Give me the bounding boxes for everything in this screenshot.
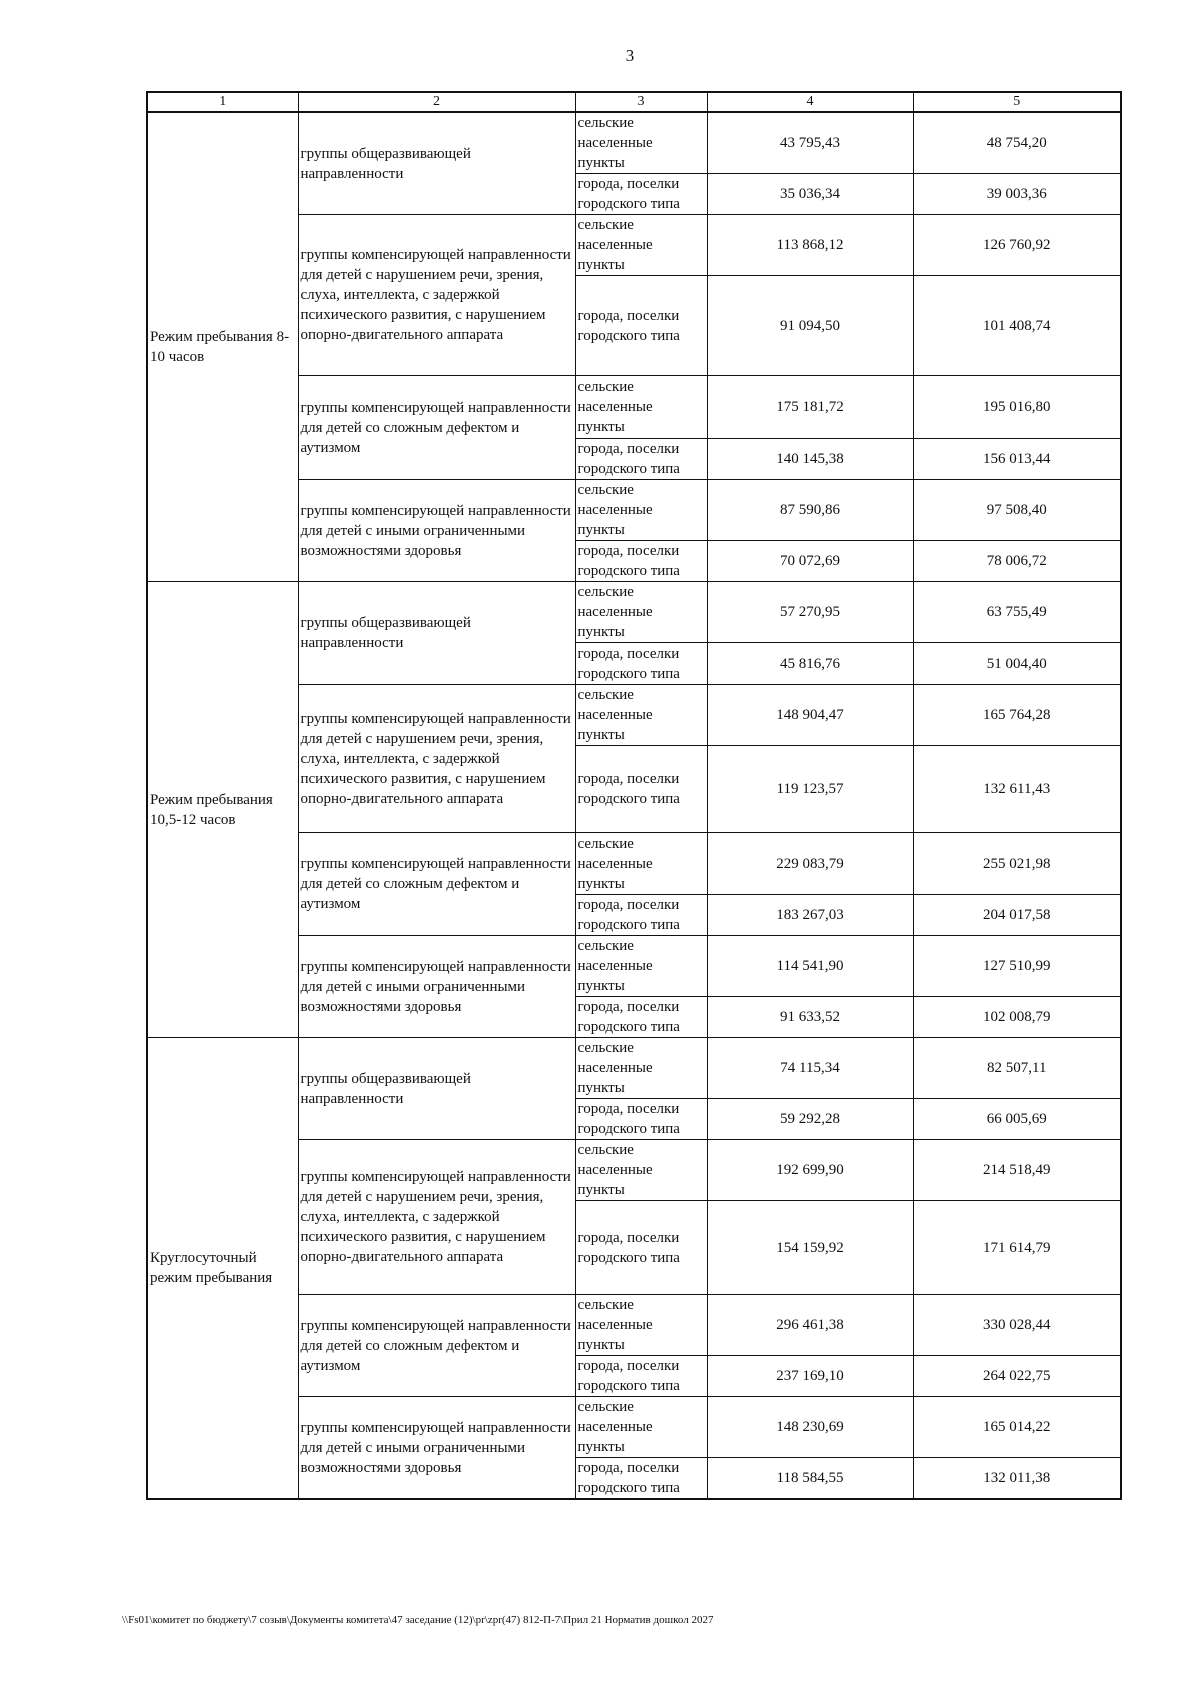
value-col5-cell: 82 507,11 xyxy=(913,1038,1121,1099)
value-col4-cell: 70 072,69 xyxy=(707,541,913,582)
value-col5-cell: 48 754,20 xyxy=(913,112,1121,174)
urban-settlement-cell: города, поселки городского типа xyxy=(575,1201,707,1295)
value-col5-cell: 78 006,72 xyxy=(913,541,1121,582)
value-col5-cell: 97 508,40 xyxy=(913,480,1121,541)
value-col5-cell: 51 004,40 xyxy=(913,643,1121,685)
value-col5-cell: 171 614,79 xyxy=(913,1201,1121,1295)
group-type-cell: группы компенсирующей направленности для детей с нарушением речи, зрения, слуха, интеллекта, с задержкой психического развития, с нарушением опорно-двигательного аппарата xyxy=(298,215,575,376)
value-col4-cell: 229 083,79 xyxy=(707,833,913,895)
rural-settlement-cell: сельские населенные пункты xyxy=(575,1038,707,1099)
urban-settlement-cell: города, поселки городского типа xyxy=(575,1458,707,1500)
group-type-cell: группы общеразвивающей направленности xyxy=(298,112,575,215)
table-row xyxy=(147,112,1121,174)
group-type-cell: группы компенсирующей направленности для детей с нарушением речи, зрения, слуха, интеллекта, с задержкой психического развития, с нарушением опорно-двигательного аппарата xyxy=(298,1140,575,1295)
value-col5-cell: 126 760,92 xyxy=(913,215,1121,276)
column-header: 4 xyxy=(707,92,913,112)
column-header: 1 xyxy=(147,92,298,112)
value-col5-cell: 102 008,79 xyxy=(913,997,1121,1038)
column-header: 2 xyxy=(298,92,575,112)
column-header: 3 xyxy=(575,92,707,112)
value-col4-cell: 183 267,03 xyxy=(707,895,913,936)
value-col5-cell: 132 611,43 xyxy=(913,746,1121,833)
table-row xyxy=(147,582,1121,643)
value-col4-cell: 296 461,38 xyxy=(707,1295,913,1356)
file-path-footer: \\Fs01\комитет по бюджету\7 созыв\Документы комитета\47 заседание (12)\pr\zpr(47) 812-П-7\Прил 21 Норматив дошкол 2027 xyxy=(122,1614,714,1626)
table-row xyxy=(147,1038,1121,1099)
value-col4-cell: 91 633,52 xyxy=(707,997,913,1038)
column-header: 5 xyxy=(913,92,1121,112)
value-col4-cell: 59 292,28 xyxy=(707,1099,913,1140)
value-col5-cell: 165 014,22 xyxy=(913,1397,1121,1458)
value-col4-cell: 57 270,95 xyxy=(707,582,913,643)
group-type-cell: группы общеразвивающей направленности xyxy=(298,582,575,685)
value-col4-cell: 118 584,55 xyxy=(707,1458,913,1500)
rural-settlement-cell: сельские населенные пункты xyxy=(575,215,707,276)
stay-mode-cell: Режим пребывания 8-10 часов xyxy=(147,112,298,582)
value-col4-cell: 113 868,12 xyxy=(707,215,913,276)
value-col4-cell: 140 145,38 xyxy=(707,439,913,480)
value-col4-cell: 35 036,34 xyxy=(707,174,913,215)
value-col5-cell: 156 013,44 xyxy=(913,439,1121,480)
rural-settlement-cell: сельские населенные пункты xyxy=(575,1397,707,1458)
normative-table xyxy=(146,91,1122,1500)
group-type-cell: группы компенсирующей направленности для детей со сложным дефектом и аутизмом xyxy=(298,833,575,936)
value-col4-cell: 91 094,50 xyxy=(707,276,913,376)
value-col5-cell: 214 518,49 xyxy=(913,1140,1121,1201)
value-col5-cell: 204 017,58 xyxy=(913,895,1121,936)
rural-settlement-cell: сельские населенные пункты xyxy=(575,376,707,439)
urban-settlement-cell: города, поселки городского типа xyxy=(575,997,707,1038)
group-type-cell: группы компенсирующей направленности для детей с иными ограниченными возможностями здоровья xyxy=(298,1397,575,1500)
value-col4-cell: 192 699,90 xyxy=(707,1140,913,1201)
rural-settlement-cell: сельские населенные пункты xyxy=(575,685,707,746)
table-body xyxy=(147,112,1121,1499)
urban-settlement-cell: города, поселки городского типа xyxy=(575,1356,707,1397)
urban-settlement-cell: города, поселки городского типа xyxy=(575,276,707,376)
rural-settlement-cell: сельские населенные пункты xyxy=(575,1295,707,1356)
group-type-cell: группы компенсирующей направленности для детей со сложным дефектом и аутизмом xyxy=(298,1295,575,1397)
group-type-cell: группы компенсирующей направленности для детей с иными ограниченными возможностями здоровья xyxy=(298,480,575,582)
urban-settlement-cell: города, поселки городского типа xyxy=(575,1099,707,1140)
value-col4-cell: 74 115,34 xyxy=(707,1038,913,1099)
value-col4-cell: 43 795,43 xyxy=(707,112,913,174)
rural-settlement-cell: сельские населенные пункты xyxy=(575,936,707,997)
value-col5-cell: 66 005,69 xyxy=(913,1099,1121,1140)
value-col5-cell: 101 408,74 xyxy=(913,276,1121,376)
value-col4-cell: 148 230,69 xyxy=(707,1397,913,1458)
value-col4-cell: 154 159,92 xyxy=(707,1201,913,1295)
value-col4-cell: 237 169,10 xyxy=(707,1356,913,1397)
value-col5-cell: 264 022,75 xyxy=(913,1356,1121,1397)
rural-settlement-cell: сельские населенные пункты xyxy=(575,112,707,174)
rural-settlement-cell: сельские населенные пункты xyxy=(575,833,707,895)
urban-settlement-cell: города, поселки городского типа xyxy=(575,895,707,936)
value-col5-cell: 255 021,98 xyxy=(913,833,1121,895)
value-col5-cell: 39 003,36 xyxy=(913,174,1121,215)
value-col5-cell: 165 764,28 xyxy=(913,685,1121,746)
stay-mode-cell: Круглосуточный режим пребывания xyxy=(147,1038,298,1500)
rural-settlement-cell: сельские населенные пункты xyxy=(575,480,707,541)
value-col5-cell: 195 016,80 xyxy=(913,376,1121,439)
group-type-cell: группы компенсирующей направленности для детей со сложным дефектом и аутизмом xyxy=(298,376,575,480)
value-col5-cell: 63 755,49 xyxy=(913,582,1121,643)
value-col4-cell: 45 816,76 xyxy=(707,643,913,685)
value-col4-cell: 87 590,86 xyxy=(707,480,913,541)
rural-settlement-cell: сельские населенные пункты xyxy=(575,582,707,643)
urban-settlement-cell: города, поселки городского типа xyxy=(575,541,707,582)
page-number: 3 xyxy=(625,46,635,65)
stay-mode-cell: Режим пребывания 10,5-12 часов xyxy=(147,582,298,1038)
table-header-row xyxy=(147,92,1121,112)
urban-settlement-cell: города, поселки городского типа xyxy=(575,746,707,833)
urban-settlement-cell: города, поселки городского типа xyxy=(575,643,707,685)
value-col4-cell: 148 904,47 xyxy=(707,685,913,746)
value-col4-cell: 175 181,72 xyxy=(707,376,913,439)
value-col4-cell: 114 541,90 xyxy=(707,936,913,997)
value-col5-cell: 127 510,99 xyxy=(913,936,1121,997)
group-type-cell: группы компенсирующей направленности для детей с нарушением речи, зрения, слуха, интеллекта, с задержкой психического развития, с нарушением опорно-двигательного аппарата xyxy=(298,685,575,833)
rural-settlement-cell: сельские населенные пункты xyxy=(575,1140,707,1201)
value-col5-cell: 132 011,38 xyxy=(913,1458,1121,1500)
value-col5-cell: 330 028,44 xyxy=(913,1295,1121,1356)
urban-settlement-cell: города, поселки городского типа xyxy=(575,174,707,215)
value-col4-cell: 119 123,57 xyxy=(707,746,913,833)
urban-settlement-cell: города, поселки городского типа xyxy=(575,439,707,480)
group-type-cell: группы компенсирующей направленности для детей с иными ограниченными возможностями здоровья xyxy=(298,936,575,1038)
group-type-cell: группы общеразвивающей направленности xyxy=(298,1038,575,1140)
